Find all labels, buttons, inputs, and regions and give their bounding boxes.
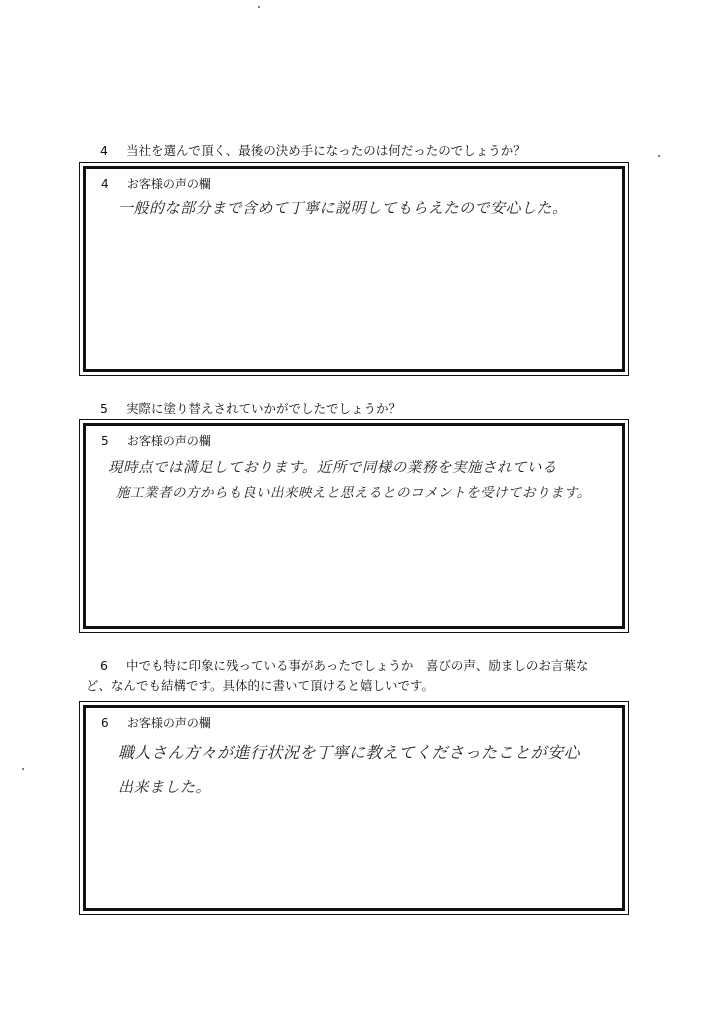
box-number: 6 (101, 716, 109, 730)
question-text: 実際に塗り替えされていかがでしたでしょうか？ (125, 401, 401, 416)
box-label: お客様の声の欄 (126, 434, 211, 448)
box-header (101, 714, 211, 731)
box-header (101, 432, 211, 449)
scan-speck (658, 155, 660, 157)
box-number: 4 (101, 177, 109, 191)
box-label: お客様の声の欄 (126, 177, 211, 191)
box-label: お客様の声の欄 (126, 716, 211, 730)
question-text-continued: ど、なんでも結構です。具体的に書いて頂けると嬉しいです。 (86, 678, 435, 693)
box-number: 5 (101, 434, 109, 448)
question-number: 4 (100, 143, 108, 158)
handwritten-answer-line: 一般的な部分まで含めて丁寧に説明してもらえたので安心した。 (118, 199, 568, 217)
question-5 (100, 399, 401, 419)
question-number: 5 (100, 401, 108, 416)
handwritten-answer-line: 出来ました。 (118, 778, 212, 796)
question-6 (86, 656, 640, 693)
scan-speck (22, 768, 24, 770)
question-4 (100, 141, 526, 161)
question-text: 当社を選んで頂く、最後の決め手になったのは何だったのでしょうか？ (125, 143, 526, 158)
answer-box-5 (83, 423, 625, 629)
question-text: 中でも特に印象に残っている事があったでしょうか 喜びの声、励ましのお言葉な (125, 658, 589, 673)
handwritten-answer-line: 施工業者の方からも良い出来映えと思えるとのコメントを受けております。 (116, 485, 591, 501)
answer-box-6 (83, 705, 625, 911)
box-header (101, 175, 211, 192)
handwritten-answer-line: 現時点では満足しております。近所で同様の業務を実施されている (108, 460, 557, 476)
question-number: 6 (100, 658, 108, 673)
answer-box-4 (83, 166, 625, 372)
handwritten-answer-line: 職人さん方々が進行状況を丁寧に教えてくださったことが安心 (118, 743, 581, 762)
scan-speck (258, 6, 260, 8)
